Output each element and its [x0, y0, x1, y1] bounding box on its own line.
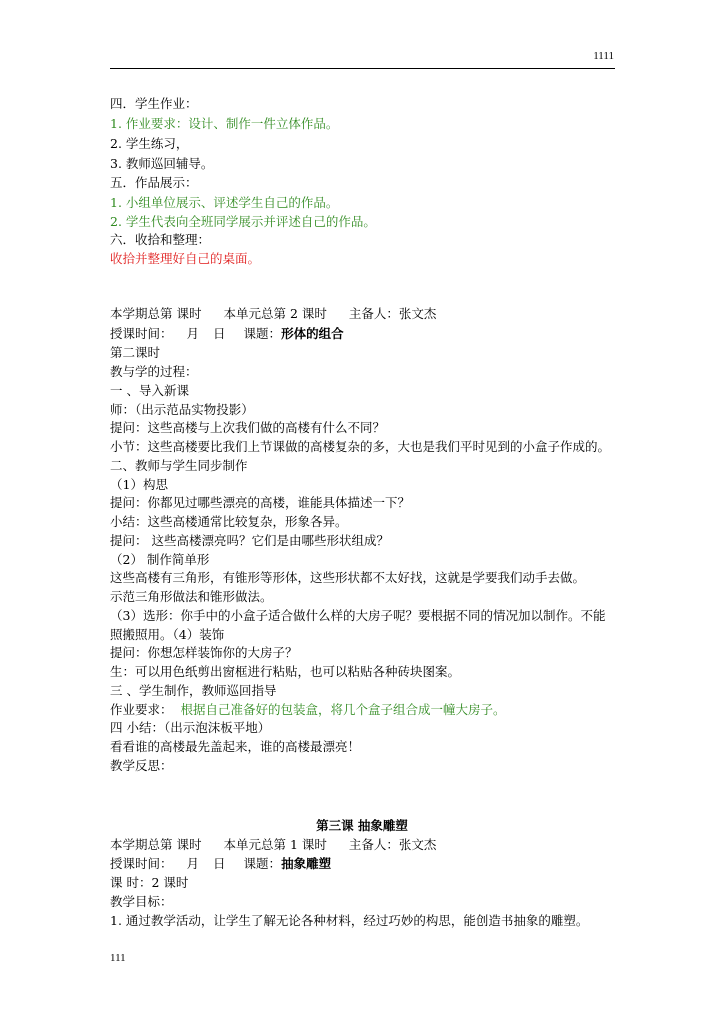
lesson2-preparer: 主备人：张文杰: [348, 306, 437, 321]
lesson2-unit-period: 本单元总第 2 课时: [223, 306, 327, 321]
lesson2-meta-row2: [110, 326, 344, 342]
lesson3-meta-row2: [110, 856, 331, 872]
lesson3-day: 日: [213, 856, 226, 871]
lesson3-date-label: 授课时间：: [110, 856, 173, 871]
header-page-number: 1111: [593, 50, 614, 62]
section-five-item-1: 1. 小组单位展示、评述学生自己的作品。: [110, 195, 339, 210]
lesson2-line: 二、教师与学生同步制作: [110, 458, 248, 473]
homework-text: 根据自己准备好的包装盒，将几个盒子组合成一幢大房子。: [180, 702, 506, 717]
lesson3-preparer: 主备人：张文杰: [348, 837, 437, 852]
lesson2-homework: [110, 702, 506, 718]
lesson2-line: （2） 制作简单形: [110, 552, 210, 567]
section-five-item-2: 2. 学生代表向全班同学展示并评述自己的作品。: [110, 214, 376, 229]
lesson2-line: 小结：这些高楼通常比较复杂，形象各异。: [110, 514, 348, 529]
lesson3-unit-period: 本单元总第 1 课时: [223, 837, 327, 852]
lesson2-line: 提问：这些高楼与上次我们做的高楼有什么不同？: [110, 420, 386, 435]
lesson2-line: 师：（出示范品实物投影）: [110, 402, 254, 417]
lesson2-month: 月: [186, 326, 200, 341]
section-four-item-1: 1. 作业要求：设计、制作一件立体作品。: [110, 116, 339, 131]
lesson2-line: （3）选形：你手中的小盒子适合做什么样的大房子呢？要根据不同的情况加以制作。不能: [110, 608, 606, 623]
lesson2-line: 提问：你都见过哪些漂亮的高楼，谁能具体描述一下？: [110, 495, 411, 510]
lesson2-tail-line: 教学反思：: [110, 758, 173, 773]
lesson3-meta-row1: [110, 837, 436, 853]
lesson3-topic-label: 课题：: [243, 856, 282, 871]
homework-label: 作业要求：: [110, 702, 173, 717]
lesson3-line: 1. 通过教学活动，让学生了解无论各种材料，经过巧妙的构思，能创造书抽象的雕塑。: [110, 913, 589, 928]
lesson2-total-period: 本学期总第 课时: [110, 306, 202, 321]
lesson2-line: 教与学的过程：: [110, 364, 198, 379]
lesson2-tail-line: 看看谁的高楼最先盖起来，谁的高楼最漂亮！: [110, 739, 361, 754]
header-rule: [110, 68, 615, 69]
lesson2-topic: 形体的组合: [281, 326, 344, 341]
section-four-item-2: 2. 学生练习，: [110, 136, 189, 151]
lesson2-line: 第二课时: [110, 345, 161, 360]
lesson3-month: 月: [186, 856, 200, 871]
section-five-title: 五．作品展示：: [110, 175, 198, 190]
section-four-title: 四．学生作业：: [110, 96, 198, 111]
lesson3-line: 教学目标：: [110, 894, 173, 909]
lesson2-line: 提问： 这些高楼漂亮吗？它们是由哪些形状组成？: [110, 533, 389, 548]
lesson2-line: 提问：你想怎样装饰你的大房子？: [110, 645, 298, 660]
lesson2-line: 生：可以用色纸剪出窗框进行粘贴，也可以粘贴各种砖块图案。: [110, 664, 461, 679]
lesson2-line: 一 、导入新课: [110, 383, 189, 398]
lesson2-line: （1）构思: [110, 477, 168, 492]
lesson2-date-label: 授课时间：: [110, 326, 173, 341]
lesson2-day: 日: [213, 326, 226, 341]
footer-page-number: 111: [110, 952, 126, 964]
section-six-title: 六．收拾和整理：: [110, 232, 211, 247]
section-four-item-3: 3. 教师巡回辅导。: [110, 156, 214, 171]
lesson2-topic-label: 课题：: [243, 326, 282, 341]
lesson2-tail-line: 四 小结：（出示泡沫板平地）: [110, 720, 271, 735]
lesson3-total-period: 本学期总第 课时: [110, 837, 202, 852]
lesson3-title: 第三课 抽象雕塑: [316, 818, 408, 833]
lesson2-line: 三 、学生制作，教师巡回指导: [110, 683, 277, 698]
lesson2-line: 这些高楼有三角形，有锥形等形体，这些形状都不太好找，这就是学要我们动手去做。: [110, 570, 586, 585]
lesson2-line: 小节：这些高楼要比我们上节课做的高楼复杂的多，大也是我们平时见到的小盒子作成的。: [110, 439, 611, 454]
lesson3-topic: 抽象雕塑: [281, 856, 332, 871]
section-six-text: 收拾并整理好自己的桌面。: [110, 251, 261, 266]
lesson2-line: 照搬照用。（4）装饰: [110, 627, 225, 642]
lesson2-line: 示范三角形做法和锥形做法。: [110, 589, 273, 604]
lesson3-line: 课 时：2 课时: [110, 875, 189, 890]
lesson2-meta-row1: [110, 306, 436, 322]
